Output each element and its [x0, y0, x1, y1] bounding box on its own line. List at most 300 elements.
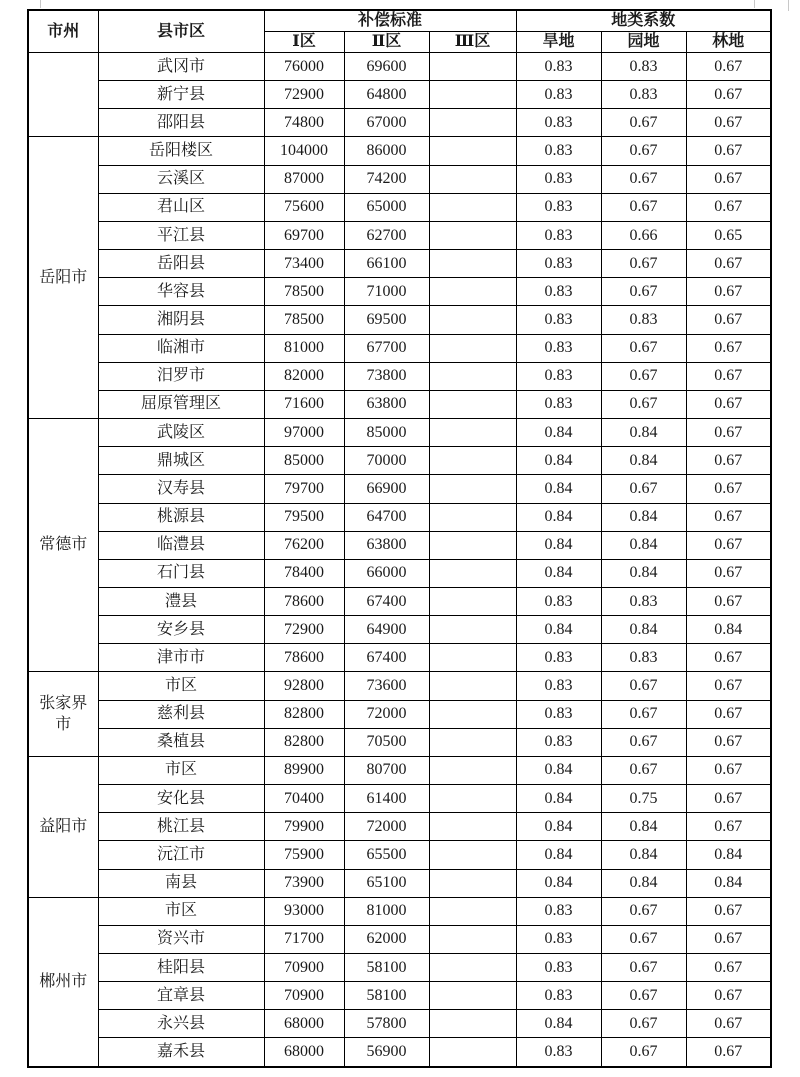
zone2-cell: 69500 [344, 306, 429, 334]
table-body [28, 53, 771, 1068]
county-cell: 石门县 [98, 559, 264, 587]
garden-cell: 0.67 [601, 137, 686, 165]
zone2-cell: 67400 [344, 644, 429, 672]
dryland-cell: 0.83 [516, 954, 601, 982]
zone2-cell: 56900 [344, 1038, 429, 1067]
zone2-cell: 64800 [344, 81, 429, 109]
county-cell: 南县 [98, 869, 264, 897]
zone1-cell: 71700 [264, 925, 344, 953]
county-cell: 市区 [98, 672, 264, 700]
table-row [28, 475, 771, 503]
zone3-cell [429, 672, 516, 700]
forest-cell: 0.67 [686, 1010, 771, 1038]
zone3-cell [429, 137, 516, 165]
garden-cell: 0.67 [601, 982, 686, 1010]
zone3-cell [429, 1010, 516, 1038]
garden-cell: 0.67 [601, 109, 686, 137]
forest-cell: 0.67 [686, 1038, 771, 1067]
zone1-cell: 79700 [264, 475, 344, 503]
forest-cell: 0.67 [686, 475, 771, 503]
zone2-cell: 85000 [344, 419, 429, 447]
garden-cell: 0.84 [601, 531, 686, 559]
zone2-cell: 64700 [344, 503, 429, 531]
county-cell: 宜章县 [98, 982, 264, 1010]
zone1-cell: 97000 [264, 419, 344, 447]
forest-cell: 0.67 [686, 419, 771, 447]
zone3-cell [429, 897, 516, 925]
dryland-cell: 0.84 [516, 785, 601, 813]
zone3-cell [429, 447, 516, 475]
zone3-cell [429, 1038, 516, 1067]
table-row [28, 925, 771, 953]
zone1-cell: 82800 [264, 700, 344, 728]
garden-cell: 0.67 [601, 1010, 686, 1038]
county-cell: 武陵区 [98, 419, 264, 447]
zone1-cell: 82000 [264, 362, 344, 390]
table-row [28, 841, 771, 869]
zone1-cell: 79500 [264, 503, 344, 531]
dryland-cell: 0.83 [516, 925, 601, 953]
zone3-cell [429, 193, 516, 221]
county-cell: 临湘市 [98, 334, 264, 362]
header-city: 市州 [28, 10, 98, 53]
table-row [28, 982, 771, 1010]
zone2-cell: 58100 [344, 982, 429, 1010]
city-cell: 常德市 [28, 419, 98, 672]
header-zone2: Ⅱ区 [344, 32, 429, 53]
forest-cell: 0.67 [686, 925, 771, 953]
dryland-cell: 0.83 [516, 897, 601, 925]
garden-cell: 0.83 [601, 53, 686, 81]
forest-cell: 0.67 [686, 165, 771, 193]
zone3-cell [429, 109, 516, 137]
garden-cell: 0.84 [601, 503, 686, 531]
table-row [28, 672, 771, 700]
zone3-cell [429, 334, 516, 362]
garden-cell: 0.83 [601, 81, 686, 109]
garden-cell: 0.84 [601, 616, 686, 644]
zone2-cell: 71000 [344, 278, 429, 306]
county-cell: 华容县 [98, 278, 264, 306]
zone2-cell: 70000 [344, 447, 429, 475]
county-cell: 市区 [98, 756, 264, 784]
forest-cell: 0.67 [686, 672, 771, 700]
county-cell: 桃江县 [98, 813, 264, 841]
table-row [28, 447, 771, 475]
county-cell: 屈原管理区 [98, 390, 264, 418]
zone1-cell: 85000 [264, 447, 344, 475]
county-cell: 君山区 [98, 193, 264, 221]
garden-cell: 0.67 [601, 193, 686, 221]
table-row [28, 897, 771, 925]
county-cell: 慈利县 [98, 700, 264, 728]
county-cell: 津市市 [98, 644, 264, 672]
county-cell: 资兴市 [98, 925, 264, 953]
forest-cell: 0.67 [686, 954, 771, 982]
zone1-cell: 78500 [264, 278, 344, 306]
zone1-cell: 70900 [264, 954, 344, 982]
county-cell: 鼎城区 [98, 447, 264, 475]
city-cell [28, 53, 98, 137]
zone3-cell [429, 278, 516, 306]
zone3-cell [429, 390, 516, 418]
city-cell: 张家界市 [28, 672, 98, 756]
garden-cell: 0.67 [601, 475, 686, 503]
zone1-cell: 78500 [264, 306, 344, 334]
dryland-cell: 0.84 [516, 1010, 601, 1038]
county-cell: 澧县 [98, 587, 264, 615]
table-row [28, 53, 771, 81]
county-cell: 桃源县 [98, 503, 264, 531]
forest-cell: 0.67 [686, 306, 771, 334]
table-row [28, 616, 771, 644]
county-cell: 桂阳县 [98, 954, 264, 982]
garden-cell: 0.84 [601, 447, 686, 475]
zone3-cell [429, 53, 516, 81]
garden-cell: 0.75 [601, 785, 686, 813]
zone2-cell: 66000 [344, 559, 429, 587]
dryland-cell: 0.83 [516, 137, 601, 165]
dryland-cell: 0.83 [516, 221, 601, 249]
zone1-cell: 71600 [264, 390, 344, 418]
dryland-cell: 0.83 [516, 193, 601, 221]
zone2-cell: 62700 [344, 221, 429, 249]
dryland-cell: 0.84 [516, 869, 601, 897]
garden-cell: 0.67 [601, 700, 686, 728]
zone1-cell: 76000 [264, 53, 344, 81]
zone3-cell [429, 813, 516, 841]
forest-cell: 0.67 [686, 503, 771, 531]
garden-cell: 0.67 [601, 362, 686, 390]
page-margin-mark-right [788, 0, 789, 11]
dryland-cell: 0.83 [516, 81, 601, 109]
zone2-cell: 65100 [344, 869, 429, 897]
forest-cell: 0.67 [686, 728, 771, 756]
dryland-cell: 0.83 [516, 1038, 601, 1067]
dryland-cell: 0.83 [516, 306, 601, 334]
zone3-cell [429, 165, 516, 193]
zone3-cell [429, 559, 516, 587]
dryland-cell: 0.83 [516, 982, 601, 1010]
county-cell: 新宁县 [98, 81, 264, 109]
dryland-cell: 0.83 [516, 362, 601, 390]
zone1-cell: 78600 [264, 644, 344, 672]
header-coefficient: 地类系数 [516, 10, 771, 32]
header-zone1: Ⅰ区 [264, 32, 344, 53]
dryland-cell: 0.84 [516, 616, 601, 644]
zone3-cell [429, 587, 516, 615]
zone2-cell: 67000 [344, 109, 429, 137]
county-cell: 临澧县 [98, 531, 264, 559]
table-row [28, 1010, 771, 1038]
zone3-cell [429, 756, 516, 784]
zone1-cell: 104000 [264, 137, 344, 165]
dryland-cell: 0.83 [516, 109, 601, 137]
dryland-cell: 0.83 [516, 165, 601, 193]
zone1-cell: 72900 [264, 616, 344, 644]
zone3-cell [429, 982, 516, 1010]
zone1-cell: 70900 [264, 982, 344, 1010]
garden-cell: 0.66 [601, 221, 686, 249]
zone1-cell: 70400 [264, 785, 344, 813]
forest-cell: 0.67 [686, 559, 771, 587]
county-cell: 岳阳楼区 [98, 137, 264, 165]
forest-cell: 0.67 [686, 756, 771, 784]
dryland-cell: 0.83 [516, 728, 601, 756]
dryland-cell: 0.84 [516, 559, 601, 587]
table-row [28, 954, 771, 982]
garden-cell: 0.67 [601, 165, 686, 193]
header-zone3: Ⅲ区 [429, 32, 516, 53]
table-row [28, 813, 771, 841]
dryland-cell: 0.83 [516, 390, 601, 418]
county-cell: 桑植县 [98, 728, 264, 756]
forest-cell: 0.67 [686, 587, 771, 615]
forest-cell: 0.67 [686, 278, 771, 306]
forest-cell: 0.67 [686, 531, 771, 559]
dryland-cell: 0.84 [516, 756, 601, 784]
table-row [28, 165, 771, 193]
zone3-cell [429, 221, 516, 249]
zone3-cell [429, 306, 516, 334]
county-cell: 嘉禾县 [98, 1038, 264, 1067]
garden-cell: 0.83 [601, 306, 686, 334]
garden-cell: 0.67 [601, 1038, 686, 1067]
zone2-cell: 58100 [344, 954, 429, 982]
zone2-cell: 72000 [344, 700, 429, 728]
zone2-cell: 72000 [344, 813, 429, 841]
dryland-cell: 0.83 [516, 334, 601, 362]
garden-cell: 0.67 [601, 278, 686, 306]
city-cell: 郴州市 [28, 897, 98, 1067]
dryland-cell: 0.84 [516, 475, 601, 503]
city-cell: 益阳市 [28, 756, 98, 897]
zone3-cell [429, 925, 516, 953]
county-cell: 安化县 [98, 785, 264, 813]
zone3-cell [429, 503, 516, 531]
table-row [28, 334, 771, 362]
table-header [28, 10, 771, 53]
zone3-cell [429, 419, 516, 447]
table-row [28, 278, 771, 306]
forest-cell: 0.67 [686, 390, 771, 418]
forest-cell: 0.67 [686, 897, 771, 925]
zone1-cell: 92800 [264, 672, 344, 700]
zone2-cell: 80700 [344, 756, 429, 784]
forest-cell: 0.84 [686, 841, 771, 869]
zone2-cell: 66900 [344, 475, 429, 503]
zone2-cell: 63800 [344, 390, 429, 418]
forest-cell: 0.67 [686, 193, 771, 221]
dryland-cell: 0.83 [516, 250, 601, 278]
zone3-cell [429, 362, 516, 390]
zone1-cell: 82800 [264, 728, 344, 756]
table-row [28, 503, 771, 531]
zone2-cell: 67400 [344, 587, 429, 615]
table-row [28, 1038, 771, 1067]
zone3-cell [429, 869, 516, 897]
county-cell: 汨罗市 [98, 362, 264, 390]
zone2-cell: 73600 [344, 672, 429, 700]
zone3-cell [429, 954, 516, 982]
table-row [28, 587, 771, 615]
zone1-cell: 75900 [264, 841, 344, 869]
dryland-cell: 0.84 [516, 813, 601, 841]
zone1-cell: 93000 [264, 897, 344, 925]
zone1-cell: 79900 [264, 813, 344, 841]
forest-cell: 0.67 [686, 362, 771, 390]
dryland-cell: 0.84 [516, 531, 601, 559]
zone2-cell: 73800 [344, 362, 429, 390]
table-row [28, 390, 771, 418]
dryland-cell: 0.83 [516, 278, 601, 306]
zone2-cell: 69600 [344, 53, 429, 81]
zone2-cell: 65500 [344, 841, 429, 869]
zone1-cell: 81000 [264, 334, 344, 362]
zone1-cell: 87000 [264, 165, 344, 193]
county-cell: 云溪区 [98, 165, 264, 193]
forest-cell: 0.67 [686, 250, 771, 278]
zone3-cell [429, 700, 516, 728]
zone2-cell: 64900 [344, 616, 429, 644]
zone3-cell [429, 81, 516, 109]
county-cell: 邵阳县 [98, 109, 264, 137]
table-row [28, 137, 771, 165]
table-row [28, 306, 771, 334]
county-cell: 沅江市 [98, 841, 264, 869]
table-row [28, 419, 771, 447]
dryland-cell: 0.83 [516, 700, 601, 728]
zone2-cell: 62000 [344, 925, 429, 953]
forest-cell: 0.84 [686, 616, 771, 644]
forest-cell: 0.67 [686, 334, 771, 362]
zone2-cell: 74200 [344, 165, 429, 193]
forest-cell: 0.67 [686, 785, 771, 813]
forest-cell: 0.67 [686, 447, 771, 475]
garden-cell: 0.83 [601, 587, 686, 615]
zone1-cell: 74800 [264, 109, 344, 137]
garden-cell: 0.67 [601, 954, 686, 982]
forest-cell: 0.67 [686, 700, 771, 728]
table-row [28, 362, 771, 390]
zone3-cell [429, 841, 516, 869]
table-row [28, 700, 771, 728]
header-forest: 林地 [686, 32, 771, 53]
forest-cell: 0.67 [686, 137, 771, 165]
dryland-cell: 0.83 [516, 587, 601, 615]
header-row-1 [28, 10, 771, 32]
table-row [28, 756, 771, 784]
compensation-standards-table [27, 9, 772, 1068]
zone3-cell [429, 616, 516, 644]
county-cell: 平江县 [98, 221, 264, 249]
zone1-cell: 69700 [264, 221, 344, 249]
garden-cell: 0.84 [601, 813, 686, 841]
dryland-cell: 0.83 [516, 53, 601, 81]
forest-cell: 0.67 [686, 813, 771, 841]
dryland-cell: 0.84 [516, 419, 601, 447]
table-row [28, 559, 771, 587]
header-county: 县市区 [98, 10, 264, 53]
zone2-cell: 63800 [344, 531, 429, 559]
zone1-cell: 78600 [264, 587, 344, 615]
zone2-cell: 81000 [344, 897, 429, 925]
zone2-cell: 70500 [344, 728, 429, 756]
forest-cell: 0.67 [686, 644, 771, 672]
table-row [28, 869, 771, 897]
dryland-cell: 0.83 [516, 644, 601, 672]
zone1-cell: 89900 [264, 756, 344, 784]
page-margin-mark-left [40, 0, 41, 8]
forest-cell: 0.67 [686, 109, 771, 137]
dryland-cell: 0.84 [516, 503, 601, 531]
zone2-cell: 57800 [344, 1010, 429, 1038]
forest-cell: 0.67 [686, 81, 771, 109]
zone3-cell [429, 475, 516, 503]
header-compensation: 补偿标准 [264, 10, 516, 32]
header-dryland: 旱地 [516, 32, 601, 53]
zone1-cell: 73400 [264, 250, 344, 278]
forest-cell: 0.67 [686, 982, 771, 1010]
table-row [28, 193, 771, 221]
zone1-cell: 68000 [264, 1010, 344, 1038]
garden-cell: 0.67 [601, 672, 686, 700]
city-cell: 岳阳市 [28, 137, 98, 419]
county-cell: 永兴县 [98, 1010, 264, 1038]
garden-cell: 0.84 [601, 419, 686, 447]
zone1-cell: 73900 [264, 869, 344, 897]
zone2-cell: 67700 [344, 334, 429, 362]
zone2-cell: 66100 [344, 250, 429, 278]
page-margin-mark-mid [754, 0, 755, 8]
zone3-cell [429, 531, 516, 559]
garden-cell: 0.84 [601, 559, 686, 587]
table-row [28, 81, 771, 109]
zone2-cell: 86000 [344, 137, 429, 165]
garden-cell: 0.84 [601, 841, 686, 869]
zone1-cell: 76200 [264, 531, 344, 559]
zone1-cell: 78400 [264, 559, 344, 587]
garden-cell: 0.67 [601, 897, 686, 925]
dryland-cell: 0.84 [516, 841, 601, 869]
garden-cell: 0.67 [601, 728, 686, 756]
garden-cell: 0.67 [601, 925, 686, 953]
county-cell: 岳阳县 [98, 250, 264, 278]
garden-cell: 0.84 [601, 869, 686, 897]
county-cell: 汉寿县 [98, 475, 264, 503]
garden-cell: 0.67 [601, 756, 686, 784]
zone3-cell [429, 644, 516, 672]
garden-cell: 0.67 [601, 390, 686, 418]
zone1-cell: 75600 [264, 193, 344, 221]
zone3-cell [429, 250, 516, 278]
garden-cell: 0.67 [601, 250, 686, 278]
table-row [28, 221, 771, 249]
table-row [28, 250, 771, 278]
zone3-cell [429, 728, 516, 756]
zone3-cell [429, 785, 516, 813]
garden-cell: 0.67 [601, 334, 686, 362]
county-cell: 武冈市 [98, 53, 264, 81]
table-row [28, 728, 771, 756]
forest-cell: 0.65 [686, 221, 771, 249]
table-row [28, 644, 771, 672]
county-cell: 市区 [98, 897, 264, 925]
zone2-cell: 65000 [344, 193, 429, 221]
forest-cell: 0.67 [686, 53, 771, 81]
table-row [28, 109, 771, 137]
table-row [28, 785, 771, 813]
